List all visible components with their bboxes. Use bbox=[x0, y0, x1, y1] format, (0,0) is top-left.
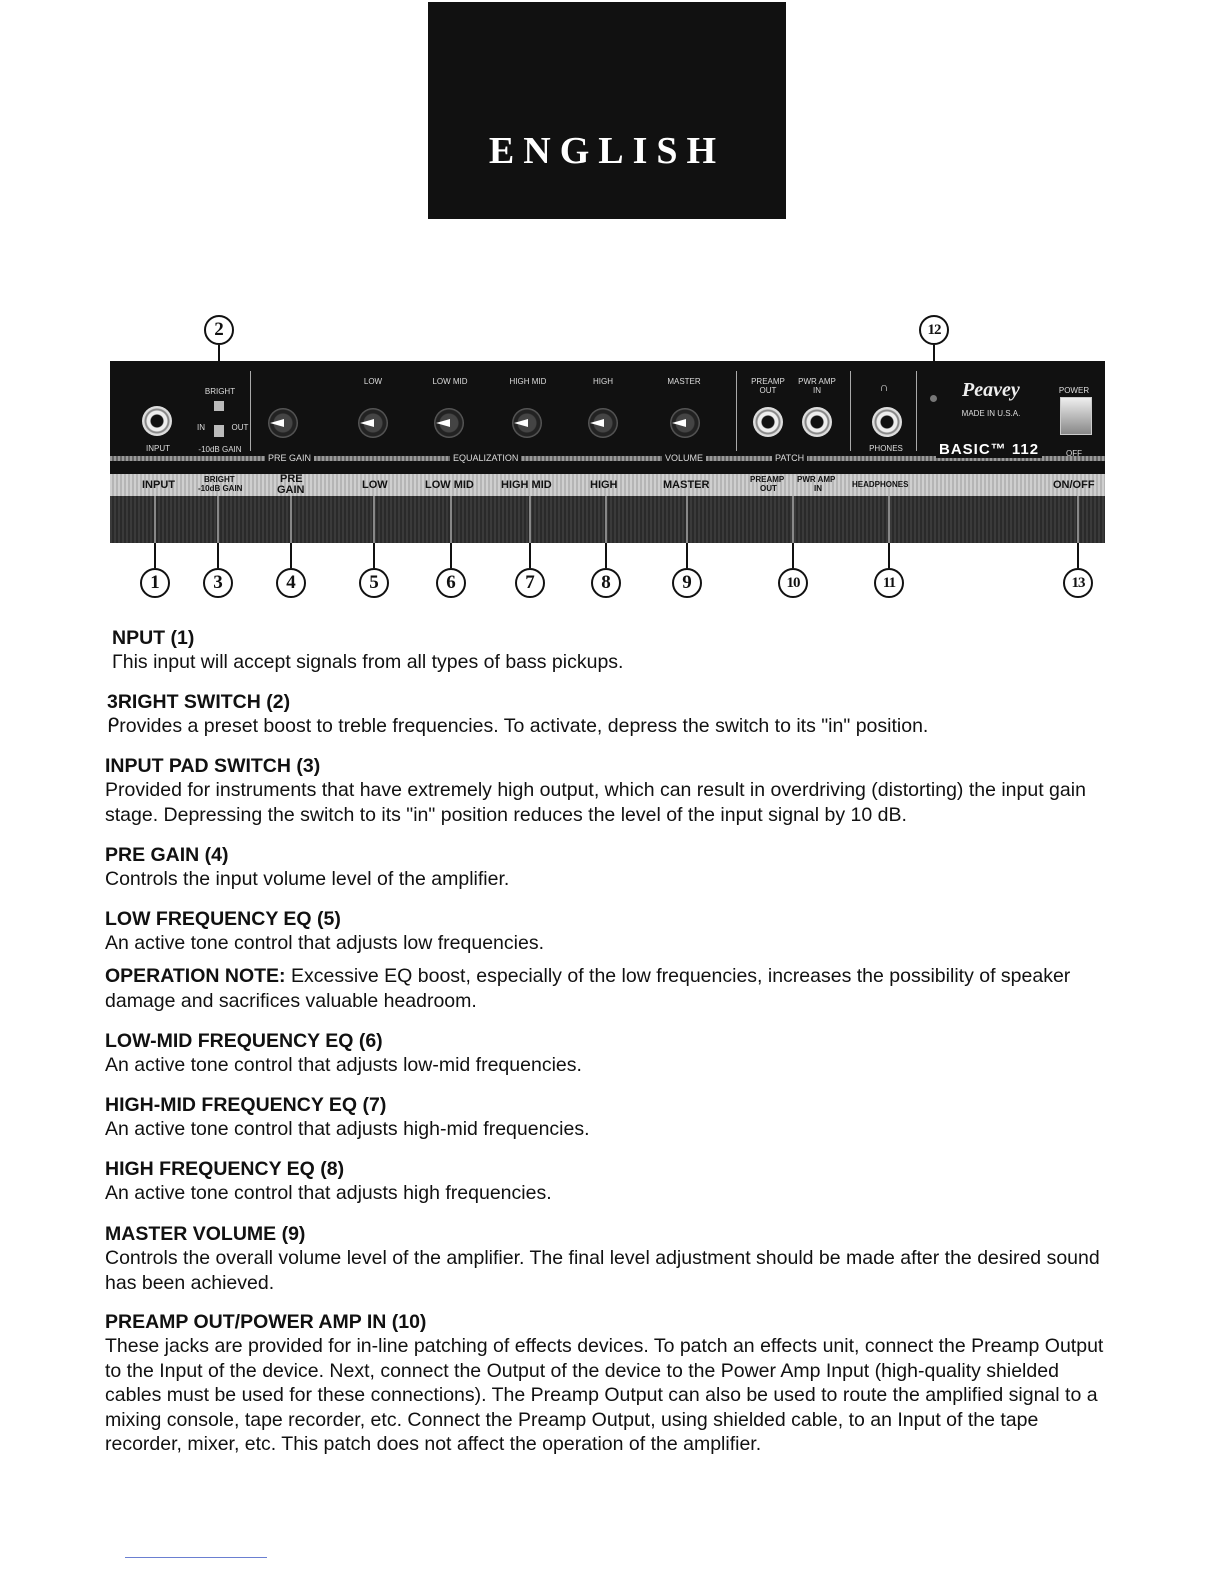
section-pre-gain bbox=[105, 843, 1110, 892]
lead-ext-3 bbox=[217, 543, 219, 568]
section-body: An active tone control that adjusts low-mid frequencies. bbox=[105, 1054, 582, 1076]
section-title: LOW FREQUENCY EQ (5) bbox=[105, 908, 341, 930]
lead-ext-13 bbox=[1077, 543, 1079, 568]
callout-12: 12 bbox=[919, 315, 949, 345]
low-label: LOW bbox=[363, 377, 383, 386]
callout-10: 10 bbox=[778, 568, 808, 598]
section-low-eq bbox=[105, 907, 1110, 956]
pad-label: -10dB GAIN bbox=[198, 445, 242, 454]
footer-rule bbox=[125, 1557, 267, 1558]
section-bright-switch bbox=[107, 690, 1112, 739]
callout-7: 7 bbox=[515, 568, 545, 598]
lead-ext-6 bbox=[450, 543, 452, 568]
lead-ext-4 bbox=[290, 543, 292, 568]
strip-out: OUT bbox=[760, 484, 777, 493]
lead-6 bbox=[450, 496, 452, 543]
divider bbox=[916, 371, 917, 451]
phones-jack bbox=[872, 407, 902, 437]
preamp-out-label: PREAMP OUT bbox=[751, 377, 785, 395]
section-title: PRE GAIN (4) bbox=[105, 844, 229, 866]
divider bbox=[736, 371, 737, 451]
switch-in-label: IN bbox=[197, 423, 205, 432]
section-title: NPUT (1) bbox=[112, 627, 195, 649]
low-mid-label: LOW MID bbox=[432, 377, 468, 386]
section-high-eq bbox=[105, 1157, 1110, 1206]
low-mid-knob bbox=[434, 408, 464, 438]
lead-ext-8 bbox=[605, 543, 607, 568]
strip-preamp: PREAMP bbox=[750, 475, 785, 484]
callout-1: 1 bbox=[140, 568, 170, 598]
amp-control-panel bbox=[110, 361, 1105, 543]
pad-switch bbox=[214, 425, 224, 437]
section-input-pad bbox=[105, 754, 1110, 827]
label-strip bbox=[110, 474, 1105, 496]
switch-out-label: OUT bbox=[231, 423, 249, 432]
page-title: ENGLISH bbox=[488, 129, 726, 172]
lead-9 bbox=[686, 496, 688, 543]
lead-ext-9 bbox=[686, 543, 688, 568]
header-banner bbox=[428, 2, 786, 219]
phones-label: PHONES bbox=[869, 444, 903, 453]
lead-7 bbox=[529, 496, 531, 543]
callout-6: 6 bbox=[436, 568, 466, 598]
pwr-amp-in-jack bbox=[802, 407, 832, 437]
callout-4: 4 bbox=[276, 568, 306, 598]
strip-low-mid: LOW MID bbox=[425, 479, 474, 491]
lead-10 bbox=[792, 496, 794, 543]
lead-1 bbox=[154, 496, 156, 543]
section-body: ᑭrovides a preset boost to treble frequencies. To activate, depress the switch to its "in" position. bbox=[107, 715, 929, 737]
section-title: PREAMP OUT/POWER AMP IN (10) bbox=[105, 1311, 427, 1333]
section-body: Controls the overall volume level of the amplifier. The final level adjustment should be made after the desired sound has been achieved. bbox=[105, 1247, 1100, 1294]
high-knob bbox=[588, 408, 618, 438]
section-title: HIGH FREQUENCY EQ (8) bbox=[105, 1158, 345, 1180]
operation-note bbox=[105, 964, 1110, 1013]
input-jack bbox=[142, 406, 172, 436]
section-title: INPUT PAD SWITCH (3) bbox=[105, 755, 321, 777]
power-label: POWER bbox=[1058, 386, 1090, 395]
section-body: Provided for instruments that have extremely high output, which can result in overdriving (distorting) the input gain stage. Depressing the switch to its "in" position reduces the level of the input signal by 10 dB. bbox=[105, 779, 1086, 826]
section-title: 3RIGHT SWITCH (2) bbox=[107, 691, 291, 713]
section-body: An active tone control that adjusts low frequencies. bbox=[105, 932, 544, 954]
off-label: OFF bbox=[1066, 449, 1082, 458]
section-master-volume bbox=[105, 1222, 1110, 1295]
strip-high: HIGH bbox=[590, 479, 618, 491]
strip-input: INPUT bbox=[142, 479, 175, 491]
section-body: These jacks are provided for in-line patching of effects devices. To patch an effects unit, connect the Preamp Output to the Input of the device. Next, connect the Output of the device to the Power Amp Input (high-quality shielded cables must be used for these connections). The Preamp Output can also be used to route the amplified signal to a mixing console, tape recorder, etc. Connect the Preamp Output, using shielded cable, to an Input of the tape recorder, mixer, etc. This patch does not affect the operation of the amplifier. bbox=[105, 1335, 1104, 1455]
strip-pre: PRE bbox=[280, 473, 303, 485]
callout-5: 5 bbox=[359, 568, 389, 598]
lead-ext-5 bbox=[373, 543, 375, 568]
divider bbox=[850, 371, 851, 451]
lead-5 bbox=[373, 496, 375, 543]
section-high-mid-eq bbox=[105, 1093, 1110, 1142]
lead-13 bbox=[1077, 496, 1079, 543]
group-equalization: EQUALIZATION bbox=[450, 453, 521, 463]
high-label: HIGH bbox=[593, 377, 613, 386]
section-preamp-out bbox=[105, 1310, 1110, 1457]
callout-8: 8 bbox=[591, 568, 621, 598]
group-patch: PATCH bbox=[772, 453, 807, 463]
divider bbox=[250, 371, 251, 451]
lead-11 bbox=[888, 496, 890, 543]
callout-9: 9 bbox=[672, 568, 702, 598]
master-knob bbox=[670, 408, 700, 438]
section-body: An active tone control that adjusts high frequencies. bbox=[105, 1182, 552, 1204]
section-title: MASTER VOLUME (9) bbox=[105, 1223, 306, 1245]
high-mid-knob bbox=[512, 408, 542, 438]
model-name: BASIC™ 112 bbox=[936, 441, 1042, 458]
section-body: Controls the input volume level of the amplifier. bbox=[105, 868, 510, 890]
section-body: An active tone control that adjusts high-mid frequencies. bbox=[105, 1118, 590, 1140]
strip-pwr-amp: PWR AMP bbox=[797, 475, 836, 484]
lead-ext-1 bbox=[154, 543, 156, 568]
input-jack-label: INPUT bbox=[146, 444, 170, 453]
note-label: OPERATION NOTE: bbox=[105, 965, 286, 987]
section-title: HIGH-MID FREQUENCY EQ (7) bbox=[105, 1094, 387, 1116]
made-in-label: MADE IN U.S.A. bbox=[961, 409, 1021, 418]
strip-bright: BRIGHT bbox=[204, 475, 235, 484]
lead-8 bbox=[605, 496, 607, 543]
strip-low: LOW bbox=[362, 479, 388, 491]
callout-11: 11 bbox=[874, 568, 904, 598]
strip-in: IN bbox=[814, 484, 822, 493]
strip-on-off: ON/OFF bbox=[1053, 479, 1095, 491]
headphone-icon: ∩ bbox=[879, 380, 889, 394]
callout-2-lead bbox=[218, 345, 220, 362]
lead-ext-7 bbox=[529, 543, 531, 568]
master-label: MASTER bbox=[667, 377, 701, 386]
power-switch bbox=[1060, 397, 1092, 435]
strip-high-mid: HIGH MID bbox=[501, 479, 552, 491]
bright-switch bbox=[214, 401, 224, 411]
low-knob bbox=[358, 408, 388, 438]
strip-gain: GAIN bbox=[277, 484, 305, 496]
callout-3: 3 bbox=[203, 568, 233, 598]
section-low-mid-eq bbox=[105, 1029, 1110, 1078]
pwr-amp-in-label: PWR AMP IN bbox=[798, 377, 836, 395]
strip-headphones: HEADPHONES bbox=[852, 480, 909, 489]
section-operation-note bbox=[105, 964, 1110, 1013]
power-led bbox=[930, 395, 937, 402]
preamp-out-jack bbox=[753, 407, 783, 437]
lead-4 bbox=[290, 496, 292, 543]
lead-ext-11 bbox=[888, 543, 890, 568]
lead-3 bbox=[217, 496, 219, 543]
note-body: Excessive EQ boost, especially of the low frequencies, increases the possibility of speaker damage and sacrifices valuable headroom. bbox=[105, 965, 1071, 1012]
strip-master: MASTER bbox=[663, 479, 710, 491]
high-mid-label: HIGH MID bbox=[509, 377, 547, 386]
section-input bbox=[112, 626, 1117, 675]
panel-lower-band bbox=[110, 496, 1105, 543]
section-title: LOW-MID FREQUENCY EQ (6) bbox=[105, 1030, 383, 1052]
group-pre-gain: PRE GAIN bbox=[265, 453, 314, 463]
group-volume: VOLUME bbox=[662, 453, 706, 463]
section-body: Γhis input will accept signals from all types of bass pickups. bbox=[112, 651, 624, 673]
peavey-logo: Peavey bbox=[962, 379, 1020, 401]
bright-label: BRIGHT bbox=[204, 387, 236, 396]
lead-ext-10 bbox=[792, 543, 794, 568]
callout-13: 13 bbox=[1063, 568, 1093, 598]
strip-gain-pad: -10dB GAIN bbox=[198, 484, 243, 493]
callout-2: 2 bbox=[204, 315, 234, 345]
pre-gain-knob bbox=[268, 408, 298, 438]
